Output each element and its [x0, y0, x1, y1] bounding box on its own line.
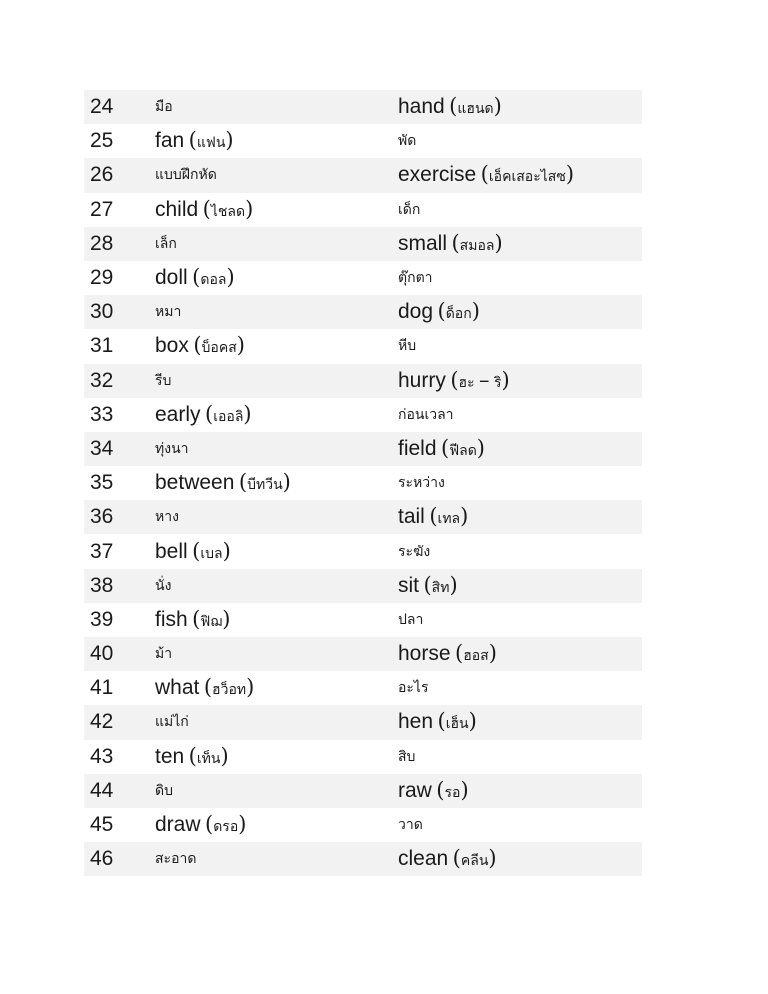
english-word: doll [155, 266, 188, 290]
english-word: clean [398, 847, 449, 871]
table-row [84, 295, 642, 329]
vocabulary-table [84, 90, 642, 876]
first-term-cell [155, 744, 398, 770]
thai-word: มือ [155, 99, 173, 116]
table-row [84, 466, 642, 500]
english-word: horse [398, 642, 451, 666]
thai-pronunciation: (แฮนด) [449, 94, 502, 119]
thai-pronunciation: (ไชลด) [202, 196, 254, 221]
table-row [84, 90, 642, 124]
english-word: bell [155, 539, 188, 563]
english-word: box [155, 334, 189, 358]
table-row [84, 364, 642, 398]
thai-pronunciation: (รอ) [436, 777, 469, 802]
first-term-cell [155, 607, 398, 633]
first-term-cell [155, 780, 398, 802]
row-number: 34 [90, 436, 114, 460]
second-term-cell [398, 677, 642, 699]
first-term-cell [155, 370, 398, 392]
first-term-cell [155, 506, 398, 528]
thai-word: ตุ๊กตา [398, 270, 433, 287]
second-term-cell [398, 472, 642, 494]
second-term-cell [398, 778, 642, 804]
english-word: between [155, 471, 235, 495]
row-number: 37 [90, 539, 114, 563]
table-row [84, 329, 642, 363]
row-number: 36 [90, 505, 114, 529]
thai-word: ทุ่งนา [155, 440, 189, 457]
table-row [84, 227, 642, 261]
first-term-cell [155, 848, 398, 870]
thai-word: เด็ก [398, 201, 421, 218]
second-term-cell [398, 609, 642, 631]
first-term-cell [155, 539, 398, 565]
thai-word: หมา [155, 304, 182, 321]
thai-pronunciation: (เอคเสอะไสซ) [480, 162, 575, 187]
first-term-cell [155, 301, 398, 323]
row-number: 29 [90, 266, 114, 290]
table-row [84, 740, 642, 774]
table-row [84, 808, 642, 842]
thai-pronunciation: (บอคส) [193, 333, 245, 358]
thai-word: ปลา [398, 611, 424, 628]
thai-word: อะไร [398, 680, 429, 697]
second-term-cell [398, 746, 642, 768]
english-word: early [155, 402, 201, 426]
english-word: child [155, 197, 199, 221]
second-term-cell [398, 814, 642, 836]
table-row [84, 500, 642, 534]
row-number: 32 [90, 368, 114, 392]
second-term-cell [398, 94, 642, 120]
first-term-cell [155, 96, 398, 118]
second-term-cell [398, 199, 642, 221]
table-row [84, 671, 642, 705]
second-term-cell [398, 162, 642, 188]
table-row [84, 842, 642, 876]
english-word: hand [398, 95, 445, 119]
table-row [84, 774, 642, 808]
row-number: 30 [90, 300, 114, 324]
thai-pronunciation: (เบล) [192, 538, 231, 563]
thai-word: วาด [398, 817, 423, 834]
english-word: tail [398, 505, 425, 529]
thai-word: ม้า [155, 646, 173, 663]
thai-pronunciation: (ดอก) [437, 299, 480, 324]
second-term-cell [398, 404, 642, 426]
thai-word: หีบ [398, 338, 417, 355]
second-term-cell [398, 541, 642, 563]
first-term-cell [155, 470, 398, 496]
second-term-cell [398, 709, 642, 735]
first-term-cell [155, 575, 398, 597]
thai-pronunciation: (เออล) [204, 401, 252, 426]
thai-pronunciation: (สมอล) [451, 230, 503, 255]
table-row [84, 261, 642, 295]
row-number: 26 [90, 163, 114, 187]
first-term-cell [155, 333, 398, 359]
table-row [84, 124, 642, 158]
thai-word: เล็ก [155, 235, 177, 252]
table-row [84, 398, 642, 432]
thai-word: แม่ไก่ [155, 714, 189, 731]
second-term-cell [398, 368, 642, 394]
second-term-cell [398, 846, 642, 872]
row-number: 38 [90, 573, 114, 597]
table-row [84, 193, 642, 227]
row-number: 25 [90, 129, 114, 153]
row-number: 46 [90, 847, 114, 871]
second-term-cell [398, 130, 642, 152]
thai-pronunciation: (ฮอส) [454, 641, 497, 666]
row-number: 39 [90, 607, 114, 631]
thai-pronunciation: (เทล) [429, 504, 469, 529]
english-word: field [398, 436, 437, 460]
second-term-cell [398, 641, 642, 667]
second-term-cell [398, 335, 642, 357]
table-row [84, 569, 642, 603]
thai-word: รีบ [155, 372, 172, 389]
second-term-cell [398, 573, 642, 599]
first-term-cell [155, 197, 398, 223]
row-number: 43 [90, 744, 114, 768]
english-word: draw [155, 813, 201, 837]
thai-pronunciation: (สท) [423, 572, 458, 597]
table-row [84, 603, 642, 637]
english-word: fish [155, 607, 188, 631]
thai-word: พัด [398, 133, 417, 150]
english-word: ten [155, 744, 185, 768]
thai-word: ดิบ [155, 782, 173, 799]
english-word: what [155, 676, 200, 700]
row-number: 33 [90, 402, 114, 426]
row-number: 28 [90, 231, 114, 255]
row-number: 31 [90, 334, 114, 358]
thai-word: สิบ [398, 748, 416, 765]
thai-pronunciation: (ดอล) [192, 265, 235, 290]
thai-pronunciation: (คลน) [452, 846, 497, 871]
thai-word: ระฆัง [398, 543, 431, 560]
table-row [84, 637, 642, 671]
thai-word: หาง [155, 509, 179, 526]
thai-word: นั่ง [155, 577, 172, 594]
thai-word: แบบฝึกหัด [155, 167, 217, 184]
row-number: 35 [90, 471, 114, 495]
thai-pronunciation: (เทน) [188, 743, 229, 768]
first-term-cell [155, 438, 398, 460]
row-number: 41 [90, 676, 114, 700]
thai-pronunciation: (ฟฌ) [192, 606, 231, 631]
second-term-cell [398, 436, 642, 462]
second-term-cell [398, 267, 642, 289]
row-number: 44 [90, 778, 114, 802]
first-term-cell [155, 164, 398, 186]
first-term-cell [155, 233, 398, 255]
first-term-cell [155, 812, 398, 838]
first-term-cell [155, 128, 398, 154]
first-term-cell [155, 675, 398, 701]
thai-pronunciation: (ดรอ) [204, 812, 247, 837]
thai-word: ระหว่าง [398, 475, 445, 492]
english-word: dog [398, 300, 434, 324]
row-number: 40 [90, 642, 114, 666]
first-term-cell [155, 265, 398, 291]
first-term-cell [155, 643, 398, 665]
thai-pronunciation: (บทวน) [238, 470, 291, 495]
second-term-cell [398, 231, 642, 257]
first-term-cell [155, 711, 398, 733]
english-word: fan [155, 129, 185, 153]
table-row [84, 158, 642, 192]
table-row [84, 705, 642, 739]
thai-pronunciation: (ฮวอท) [203, 675, 255, 700]
first-term-cell [155, 402, 398, 428]
english-word: hen [398, 710, 434, 734]
table-row [84, 432, 642, 466]
row-number: 42 [90, 710, 114, 734]
table-row [84, 534, 642, 568]
thai-pronunciation: (ฮะ – ร) [450, 367, 510, 392]
row-number: 24 [90, 95, 114, 119]
row-number: 45 [90, 813, 114, 837]
row-number: 27 [90, 197, 114, 221]
thai-word: ก่อนเวลา [398, 406, 454, 423]
thai-pronunciation: (แฟน) [188, 128, 234, 153]
english-word: raw [398, 778, 432, 802]
thai-pronunciation: (ฟลด) [440, 435, 485, 460]
english-word: sit [398, 573, 419, 597]
english-word: hurry [398, 368, 446, 392]
thai-pronunciation: (เฮน) [437, 709, 477, 734]
thai-word: สะอาด [155, 851, 197, 868]
english-word: small [398, 231, 448, 255]
english-word: exercise [398, 163, 477, 187]
second-term-cell [398, 504, 642, 530]
second-term-cell [398, 299, 642, 325]
